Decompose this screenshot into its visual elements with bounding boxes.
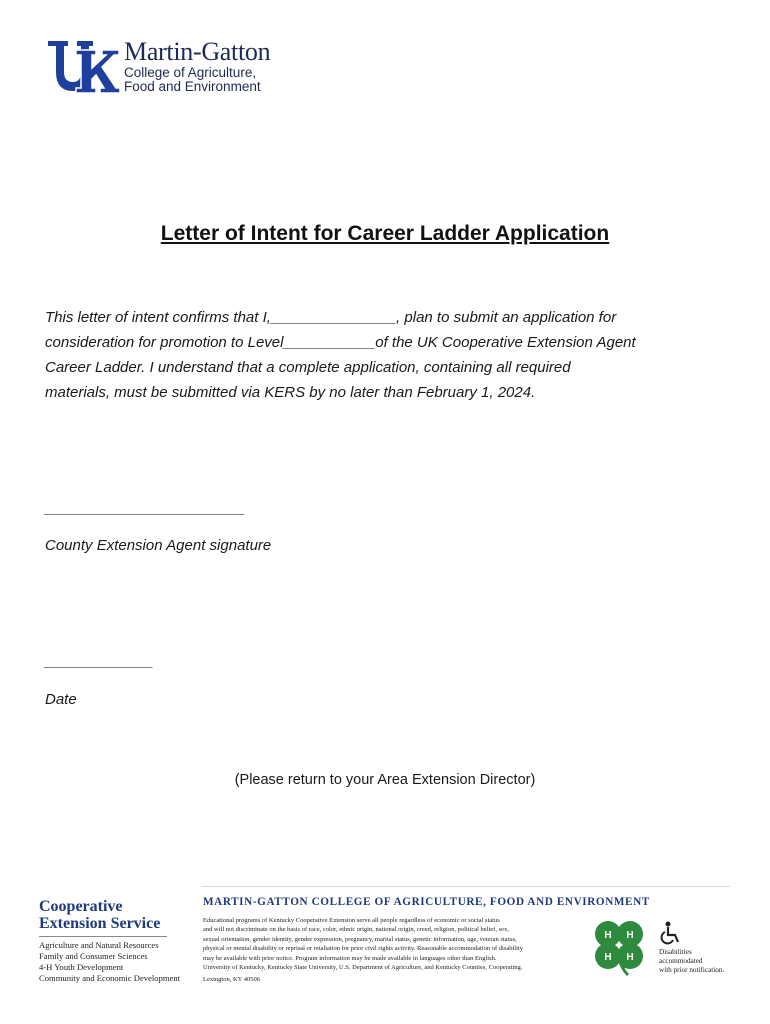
intent-line: consideration for promotion to Level___________of the UK Cooperative Extension Agent: [45, 334, 636, 351]
date-label: Date: [45, 691, 77, 708]
intent-paragraph: [45, 305, 705, 405]
program-item: Agriculture and Natural Resources: [39, 940, 159, 950]
program-item: 4-H Youth Development: [39, 962, 124, 972]
footer-divider: [202, 886, 730, 887]
disability-line: accommodated: [659, 957, 703, 966]
notice-line: may be available with prior notice. Program information may be made available in languages other than English.: [203, 954, 497, 962]
ces-title: Cooperative: [39, 898, 123, 915]
notice-line: sexual orientation, gender identity, gender expression, pregnancy, marital status, genetic information, age, veteran status,: [203, 935, 517, 943]
ces-title-2: Extension Service: [39, 915, 161, 932]
footer-address: Lexington, KY 40506: [203, 976, 260, 983]
college-logo: [46, 38, 270, 96]
svg-text:H: H: [604, 952, 612, 963]
document-title: Letter of Intent for Career Ladder Application: [160, 222, 610, 245]
college-heading: MARTIN-GATTON COLLEGE OF AGRICULTURE, FOOD AND ENVIRONMENT: [203, 896, 650, 908]
logo-college-line-2: Food and Environment: [124, 79, 261, 94]
disability-note: [659, 948, 739, 976]
ces-divider: [39, 936, 167, 937]
intent-line: materials, must be submitted via KERS by no later than February 1, 2024.: [45, 384, 536, 401]
svg-text:H: H: [626, 952, 634, 963]
intent-line: This letter of intent confirms that I,_______________, plan to submit an application for: [45, 309, 617, 326]
signature-line: ________________________: [45, 500, 246, 517]
svg-text:H: H: [604, 930, 612, 941]
notice-line: physical or mental disability or reprisal or retaliation for prior civil rights activity. Reasonable accommodation of disability: [203, 945, 523, 953]
logo-name: Martin-Gatton: [124, 37, 271, 66]
logo-college-line: College of Agriculture,: [124, 65, 257, 80]
return-instruction: (Please return to your Area Extension Director): [234, 772, 536, 788]
disability-line: with prior notification.: [659, 966, 725, 975]
disability-line: Disabilities: [659, 948, 692, 956]
notice-line: University of Kentucky, Kentucky State University, U.S. Department of Agriculture, and Kentucky Counties, Cooperating.: [203, 964, 523, 972]
date-line: _____________: [45, 653, 154, 670]
uk-logo-icon: [46, 38, 120, 96]
nondiscrimination-notice: [203, 916, 581, 972]
4h-clover-icon: [588, 918, 650, 976]
notice-line: and will not discriminate on the basis of race, color, ethnic origin, national origin, creed, religion, political belief, sex,: [203, 926, 509, 934]
program-item: Family and Consumer Sciences: [39, 951, 148, 961]
intent-line: Career Ladder. I understand that a complete application, containing all required: [45, 359, 571, 376]
program-item: Community and Economic Development: [39, 973, 181, 983]
wheelchair-icon: [659, 921, 681, 945]
notice-line: Educational programs of Kentucky Cooperative Extension serve all people regardless of economic or social status: [203, 917, 500, 924]
signature-label: County Extension Agent signature: [45, 537, 272, 554]
svg-text:H: H: [626, 930, 634, 941]
extension-service-block: [39, 898, 199, 984]
